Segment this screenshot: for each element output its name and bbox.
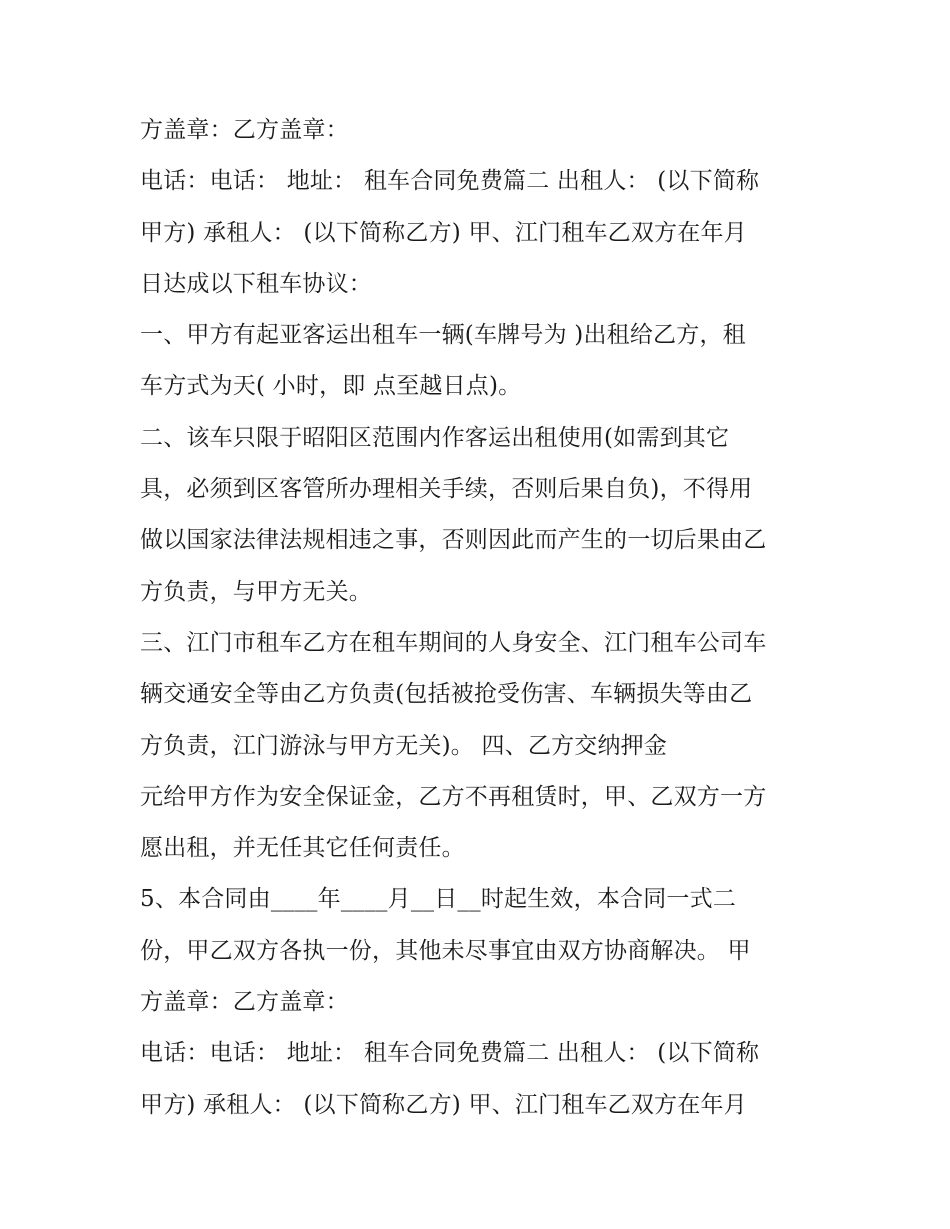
text-line: 辆交通安全等由乙方负责(包括被抢受伤害、车辆损失等由乙 xyxy=(140,681,753,708)
text-line: 具，必须到区客管所办理相关手续，否则后果自负)，不得用 xyxy=(140,476,753,503)
text-line: 做以国家法律法规相违之事，否则因此而产生的一切后果由乙 xyxy=(140,527,767,554)
text-line: 方盖章：乙方盖章： xyxy=(140,989,349,1016)
text-line: 甲方) 承租人： (以下简称乙方) 甲、江门租车乙双方在年月 xyxy=(140,219,747,246)
text-line: 5、本合同由____年____月__日__时起生效，本合同一式二 xyxy=(140,886,737,913)
text-line: 方负责，与甲方无关。 xyxy=(140,578,372,605)
text-line: 电话：电话： 地址： 租车合同免费篇二 出租人： (以下简称 xyxy=(140,168,760,195)
text-line: 车方式为天( 小时，即 点至越日点)。 xyxy=(140,373,522,400)
text-line: 一、甲方有起亚客运出租车一辆(车牌号为 )出租给乙方，租 xyxy=(140,322,746,349)
contract-text xyxy=(140,105,830,1131)
text-line: 方负责，江门游泳与甲方无关)。 四、乙方交纳押金 xyxy=(140,732,668,759)
text-line: 甲方) 承租人： (以下简称乙方) 甲、江门租车乙双方在年月 xyxy=(140,1091,747,1118)
text-line: 方盖章：乙方盖章： xyxy=(140,117,349,143)
text-line: 份，甲乙双方各执一份，其他未尽事宜由双方协商解决。 甲 xyxy=(140,937,751,964)
text-line: 元给甲方作为安全保证金，乙方不再租赁时，甲、乙双方一方 xyxy=(140,783,767,810)
text-line: 电话：电话： 地址： 租车合同免费篇二 出租人： (以下简称 xyxy=(140,1040,760,1067)
text-line: 愿出租，并无任其它任何责任。 xyxy=(140,835,465,862)
text-line: 日达成以下租车协议： xyxy=(140,270,372,297)
text-line: 二、该车只限于昭阳区范围内作客运出租使用(如需到其它 xyxy=(140,424,730,451)
text-line: 三、江门市租车乙方在租车期间的人身安全、江门租车公司车 xyxy=(140,629,767,656)
